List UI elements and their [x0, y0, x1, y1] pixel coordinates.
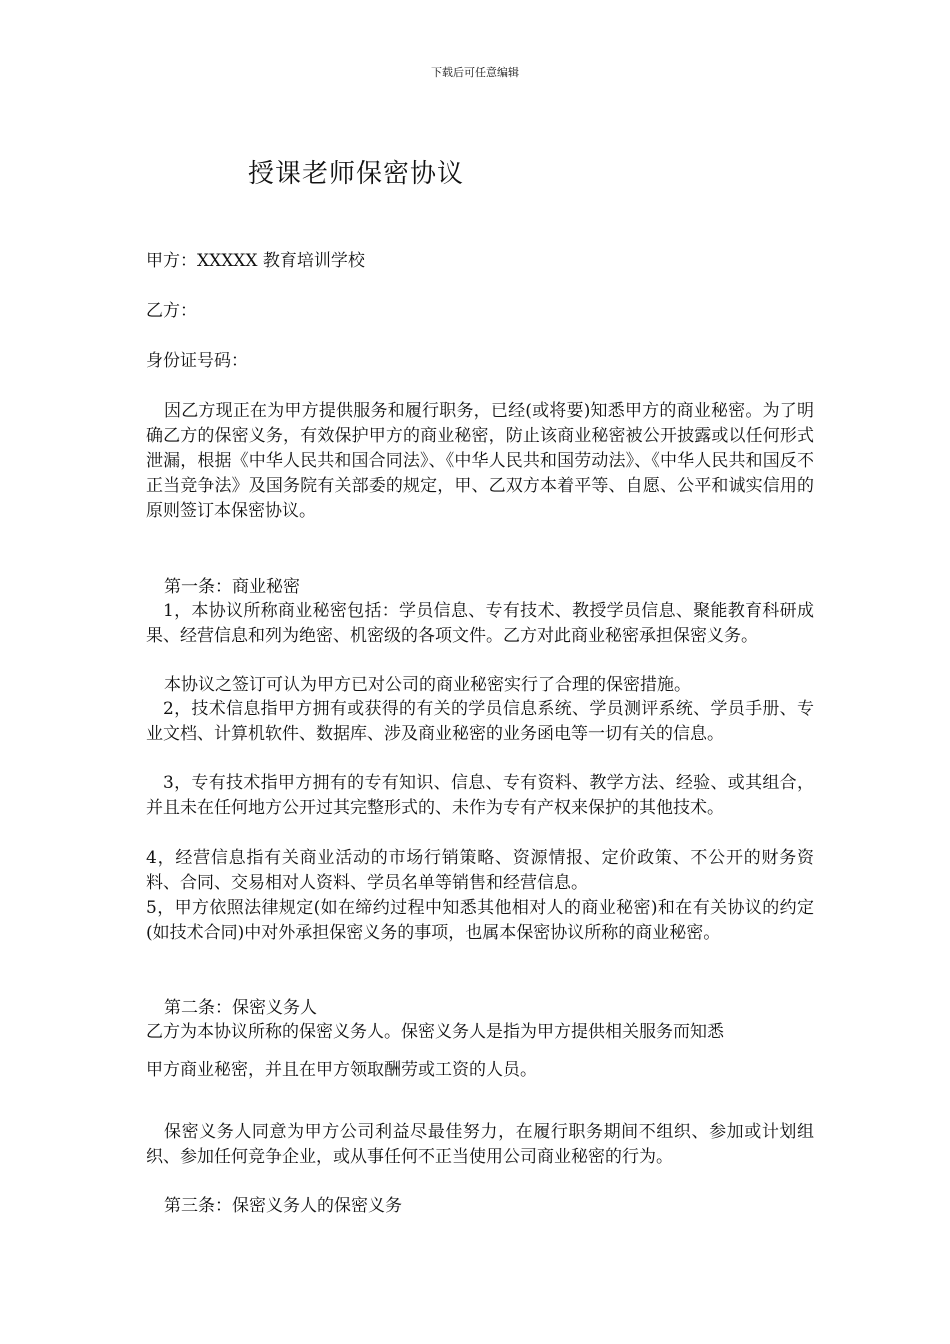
- party-b-line: 乙方：: [146, 301, 197, 321]
- article2-para1-line1: 乙方为本协议所称的保密义务人。保密义务人是指为甲方提供相关服务而知悉: [146, 1022, 724, 1042]
- article1-item1-note: 本协议之签订可认为甲方已对公司的商业秘密实行了合理的保密措施。: [164, 675, 691, 695]
- article1-item5: 5，甲方依照法律规定(如在缔约过程中知悉其他相对人的商业秘密)和在有关协议的约定(如技术合同)中对外承担保密义务的事项，也属本保密协议所称的商业秘密。: [146, 898, 814, 943]
- article1-item3: 3，专有技术指甲方拥有的专有知识、信息、专有资料、教学方法、经验、或其组合，并且未在任何地方公开过其完整形式的、未作为专有产权来保护的其他技术。: [146, 773, 814, 818]
- document-title: 授课老师保密协议: [248, 159, 465, 189]
- article1-heading: 第一条：商业秘密: [164, 577, 300, 597]
- article1-item1: 1，本协议所称商业秘密包括：学员信息、专有技术、教授学员信息、聚能教育科研成果、经营信息和列为绝密、机密级的各项文件。乙方对此商业秘密承担保密义务。: [146, 601, 814, 646]
- intro-paragraph: 因乙方现正在为甲方提供服务和履行职务，已经(或将要)知悉甲方的商业秘密。为了明确乙方的保密义务，有效保护甲方的商业秘密，防止该商业秘密被公开披露或以任何形式泄漏，根据《中华人民共和国合同法》、《中华人民共和国劳动法》、《中华人民共和国反不正当竞争法》及国务院有关部委的规定，甲、乙双方本着平等、自愿、公平和诚实信用的原则签订本保密协议。: [146, 401, 814, 521]
- id-number-line: 身份证号码：: [146, 351, 248, 371]
- party-a-line: 甲方：XXXXX 教育培训学校: [146, 251, 365, 271]
- article2-para2: 保密义务人同意为甲方公司利益尽最佳努力，在履行职务期间不组织、参加或计划组织、参加任何竞争企业，或从事任何不正当使用公司商业秘密的行为。: [146, 1122, 814, 1167]
- article3-heading: 第三条：保密义务人的保密义务: [164, 1196, 402, 1216]
- article1-item4: 4，经营信息指有关商业活动的市场行销策略、资源情报、定价政策、不公开的财务资料、合同、交易相对人资料、学员名单等销售和经营信息。: [146, 848, 814, 893]
- header-note: 下载后可任意编辑: [431, 66, 519, 79]
- article1-item2: 2，技术信息指甲方拥有或获得的有关的学员信息系统、学员测评系统、学员手册、专业文档、计算机软件、数据库、涉及商业秘密的业务函电等一切有关的信息。: [146, 699, 814, 744]
- article2-para1-line2: 甲方商业秘密，并且在甲方领取酬劳或工资的人员。: [146, 1060, 537, 1080]
- article2-heading: 第二条：保密义务人: [164, 998, 317, 1018]
